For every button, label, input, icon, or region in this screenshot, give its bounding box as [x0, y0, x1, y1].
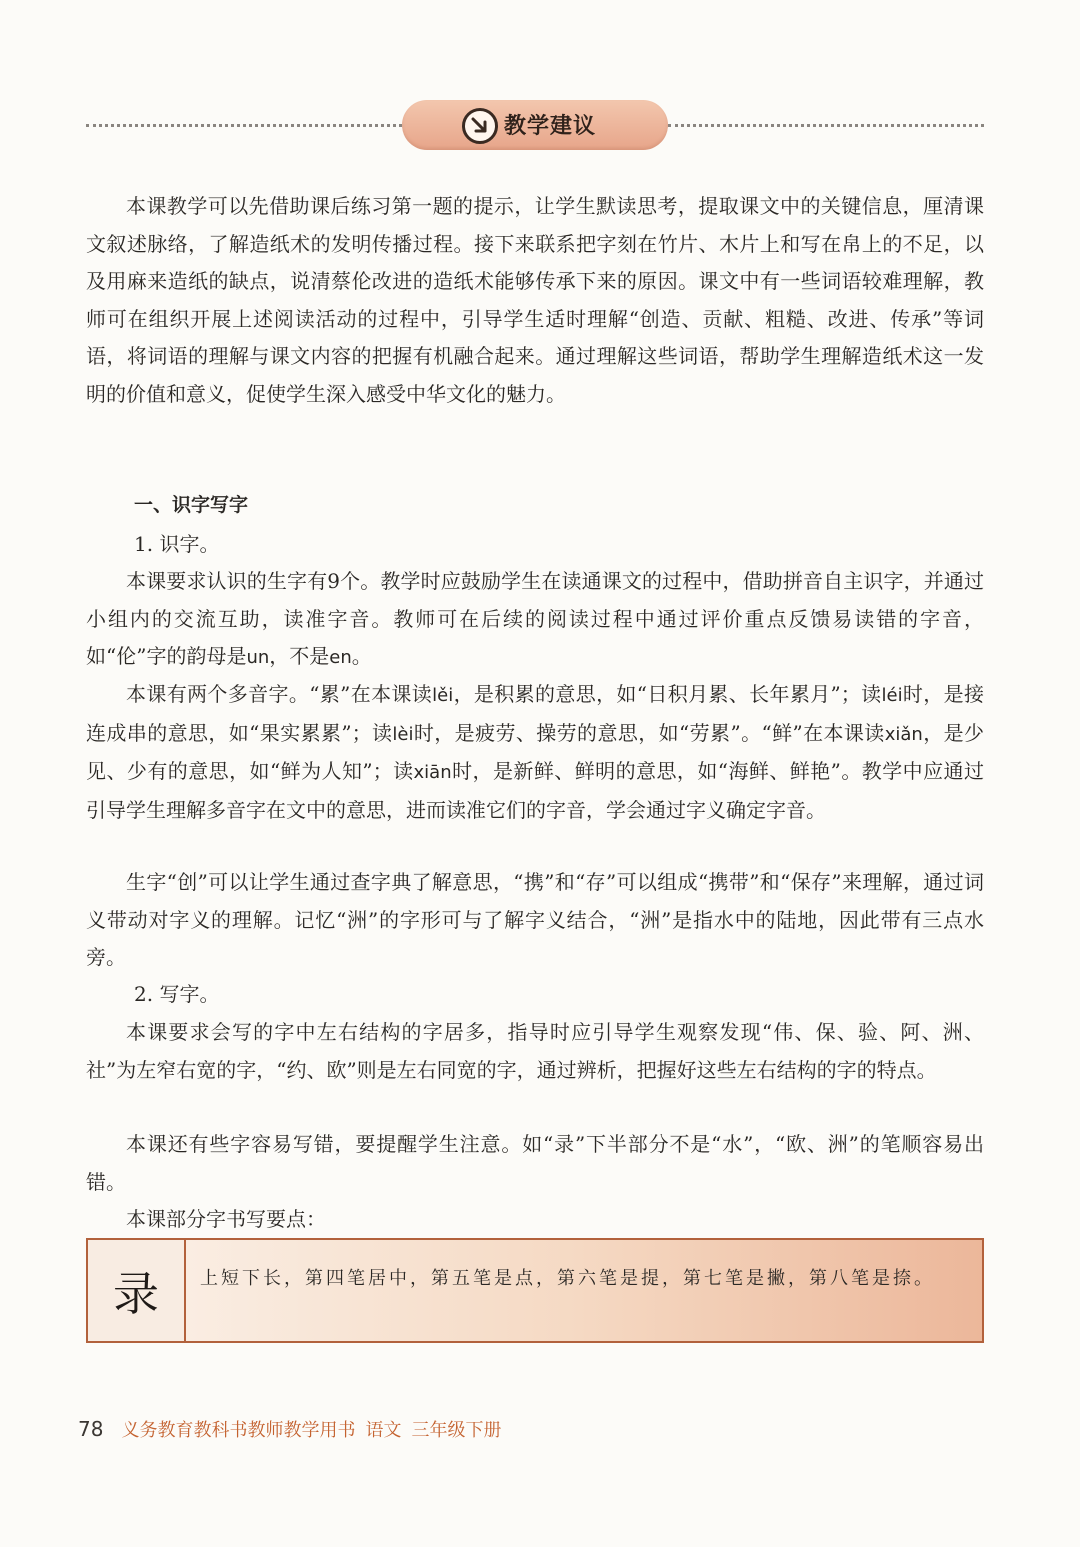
writing-tip-character: 录 — [88, 1240, 186, 1341]
literacy-paragraph-3: 生字“创”可以让学生通过查字典了解意思，“携”和“存”可以组成“携带”和“保存”来理解，通过词义带动对字义的理解。记忆“洲”的字形可与了解字义结合，“洲”是指水中的陆地，因此带有三点水旁。 — [86, 870, 984, 969]
footer-subject: 语文 — [365, 1420, 402, 1441]
writing-tip-text: 上短下长，第四笔居中，第五笔是点，第六笔是提，第七笔是撇，第八笔是捺。 — [200, 1268, 935, 1289]
header-dotted-rule-left — [86, 124, 402, 127]
page-number: 78 — [78, 1417, 104, 1441]
literacy-paragraph-1: 本课要求认识的生字有9个。教学时应鼓励学生在读通课文的过程中，借助拼音自主识字，并通过小组内的交流互助，读准字音。教师可在后续的阅读过程中通过评价重点反馈易读错的字音，如“伦”字的韵母是un，不是en。 — [86, 569, 984, 668]
section-heading: 一、识字写字 — [134, 494, 249, 516]
writing-tip-box — [86, 1238, 984, 1343]
header-dotted-rule-right — [668, 124, 984, 127]
subsection-label-literacy: 1. 识字。 — [134, 532, 220, 556]
banner-title: 教学建议 — [504, 114, 597, 139]
writing-paragraph-1: 本课要求会写的字中左右结构的字居多，指导时应引导学生观察发现“伟、保、验、阿、洲、社”为左窄右宽的字，“约、欧”则是左右同宽的字，通过辨析，把握好这些左右结构的字的特点。 — [86, 1020, 984, 1082]
section-banner — [402, 100, 668, 150]
writing-paragraph-3: 本课部分字书写要点： — [126, 1207, 326, 1231]
writing-paragraph-2: 本课还有些字容易写错，要提醒学生注意。如“录”下半部分不是“水”，“欧、洲”的笔顺容易出错。 — [86, 1132, 984, 1194]
arrow-down-right-icon — [462, 108, 498, 144]
page-footer — [78, 1416, 501, 1442]
subsection-label-writing: 2. 写字。 — [134, 982, 220, 1006]
intro-paragraph: 本课教学可以先借助课后练习第一题的提示，让学生默读思考，提取课文中的关键信息，厘清课文叙述脉络，了解造纸术的发明传播过程。接下来联系把字刻在竹片、木片上和写在帛上的不足，以及用麻来造纸的缺点，说清蔡伦改进的造纸术能够传承下来的原因。课文中有一些词语较难理解，教师可在组织开展上述阅读活动的过程中，引导学生适时理解“创造、贡献、粗糙、改进、传承”等词语，将词语的理解与课文内容的把握有机融合起来。通过理解这些词语，帮助学生理解造纸术这一发明的价值和意义，促使学生深入感受中华文化的魅力。 — [86, 194, 984, 406]
literacy-paragraph-2: 本课有两个多音字。“累”在本课读lěi，是积累的意思，如“日积月累、长年累月”；读léi时，是接连成串的意思，如“果实累累”；读lèi时，是疲劳、操劳的意思，如“劳累”。“鲜”在本课读xiǎn，是少见、少有的意思，如“鲜为人知”；读xiān时，是新鲜、鲜明的意思，如“海鲜、鲜艳”。教学中应通过引导学生理解多音字在文中的意思，进而读准它们的字音，学会通过字义确定字音。 — [86, 682, 985, 822]
footer-book-title: 义务教育教科书教师教学用书 — [121, 1420, 356, 1441]
footer-grade: 三年级下册 — [411, 1420, 502, 1441]
